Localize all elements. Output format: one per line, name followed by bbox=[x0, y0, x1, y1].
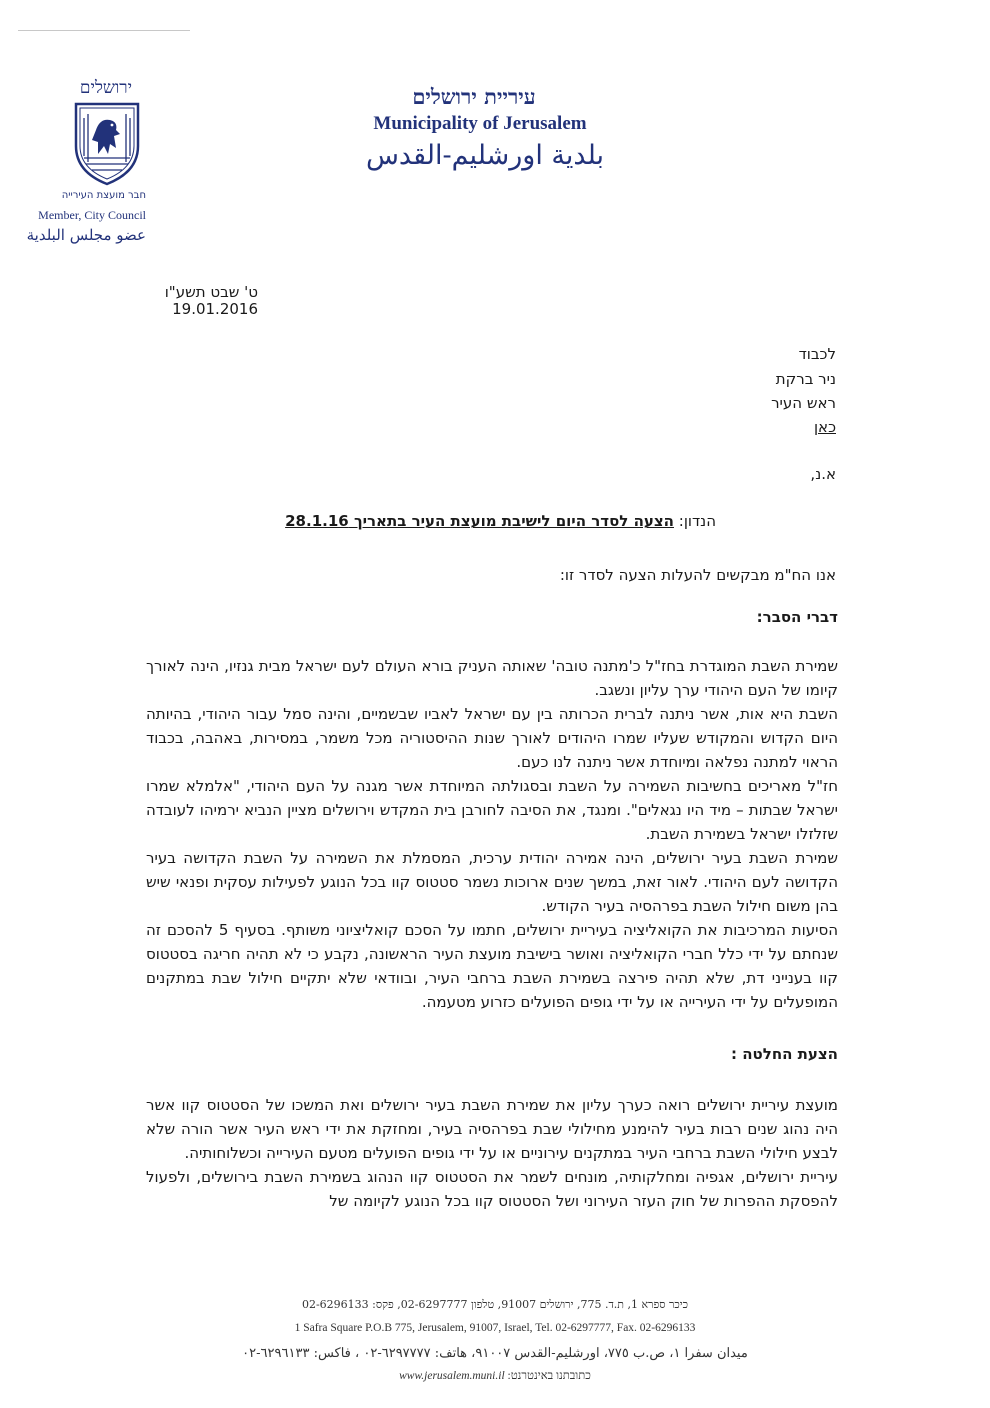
explanation-paragraph: שמירת השבת בעיר ירושלים, הינה אמירה יהודית ערכית, המסמלת את השמירה על השבת הקדושה בעיר הקדושה לעם היהודי. לאור זאת, במשך שנים ארוכות נשמר סטטוס קוו בכל הנוגע לפעילות עסקית ופנאי שיש בהן משום חילול השבת בפרהסיה בעיר הקודש. bbox=[146, 849, 838, 915]
subject-label: הנדון: bbox=[678, 512, 716, 530]
website-label: כתובתנו באינטרנט: bbox=[507, 1370, 591, 1382]
proposal-heading: הצעת החלטה : bbox=[731, 1045, 838, 1063]
subject-line bbox=[200, 512, 716, 530]
proposal-body bbox=[146, 1093, 838, 1213]
explanation-paragraph: השבת היא אות, אשר ניתנה לברית הכרותה בין עם ישראל לאביו שבשמיים, והינה סמל עבור היהודי, בהיותה היום הקדוש והמקודש שעליו שמרו היהודים לאורך שנות ההיסטוריה מכל משמר, במסירות, באהבה, בכבוד הראוי למתנה נפלאה ומיוחדת אשר ניתנה לנו כעם. bbox=[146, 705, 838, 771]
explanation-heading: דברי הסבר: bbox=[756, 608, 838, 626]
addressee-title: ראש העיר bbox=[771, 394, 836, 412]
explanation-paragraph: הסיעות המרכיבות את הקואליציה בעיריית ירושלים, חתמו על הסכם קואליציוני משותף. בסעיף 5 להסכם זה שנחתם על ידי כלל חברי הקואליציה ואושר בישיבת מועצת העיר הראשונה, נקבע כי לא תהיה חריגה בסטטוס קוו בענייני דת, שלא תהיה פירצה בשמירת השבת ברחבי העיר, ובוודאי שלא יתקיים חילול שבת במתקנים המופעלים על ידי העירייה או על ידי גופים הפועלים כזרוע מטעמה. bbox=[146, 921, 838, 1011]
scan-top-line bbox=[18, 30, 190, 31]
explanation-body bbox=[146, 654, 838, 1014]
member-label-arabic: عضو مجلس البلدية bbox=[26, 226, 146, 244]
addressee-name: ניר ברקת bbox=[775, 370, 836, 388]
footer-address-arabic: ميدان سفرا ١، ص.ب ٧٧٥، اورشليم-القدس ٩١٠٠٧، هاتف: ٦٢٩٧٧٧٧-٠٢ ، فاكس: ٦٢٩٦١٣٣-٠٢ bbox=[242, 1346, 748, 1361]
municipality-title-arabic: بلدية اورشليم-القدس bbox=[365, 140, 605, 171]
proposal-paragraph: עיריית ירושלים, אגפיה ומחלקותיה, מונחים לשמר את הסטטוס קוו הנהוג בשמירת השבת בירושלים, ולפעול להפסקת ההפרות של חוק העזר העירוני ושל הסטטוס קוו בכל הנוגע לקיומה של bbox=[146, 1168, 838, 1210]
intro-text: אנו הח"מ מבקשים להעלות הצעה לסדר זו: bbox=[559, 566, 836, 584]
addressee-location: כאן bbox=[813, 418, 836, 436]
subject-text: הצעה לסדר היום לישיבת מועצת העיר בתאריך 28.1.16 bbox=[285, 512, 674, 530]
website-link[interactable]: www.jerusalem.muni.il bbox=[399, 1370, 505, 1382]
footer-website-line bbox=[0, 1370, 990, 1382]
member-label-english: Member, City Council bbox=[38, 208, 146, 222]
greeting: א.נ, bbox=[810, 465, 836, 483]
explanation-paragraph: חז"ל מאריכים בחשיבות השמירה על השבת ובסגולתה המיוחדת אשר מגנה על העם היהודי, "אלמלא שמרו ישראל שבתות – מיד היו נגאלים". ומנגד, את הסיבה לחורבן בית המקדש וירושלים מציין הנביא ירמיהו לעובדה שזלזלו ישראל בשמירת השבת. bbox=[146, 777, 838, 843]
addressee-salutation: לכבוד bbox=[798, 345, 836, 363]
member-label-hebrew: חבר מועצת העירייה bbox=[61, 190, 146, 201]
municipality-title-english: Municipality of Jerusalem bbox=[373, 113, 587, 134]
municipality-title-hebrew: עיריית ירושלים bbox=[412, 84, 536, 109]
jerusalem-emblem-icon bbox=[70, 100, 144, 186]
footer-address-english: 1 Safra Square P.O.B 775, Jerusalem, 91007, Israel, Tel. 02-6297777, Fax. 02-6296133 bbox=[294, 1322, 696, 1334]
date-gregorian: 19.01.2016 bbox=[172, 300, 258, 318]
emblem-title: ירושלים bbox=[79, 78, 133, 98]
proposal-paragraph: מועצת עיריית ירושלים רואה כערך עליון את שמירת השבת בעיר ירושלים ואת המשכו של הסטטוס קוו אשר היה נהוג שנים רבות בעיר להימנע מחילולי שבת בפרהסיה בעיר, ומחזקת את ידי ראש העיר אשר הורה שלא לבצע חילולי השבת ברחבי העיר במתקנים עירוניים או על ידי גופים הפועלים מטעם העירייה וכשלוחותיה. bbox=[146, 1096, 838, 1162]
footer-address-hebrew: כיכר ספרא 1, ת.ד. 775, ירושלים 91007, טלפון 02-6297777, פקס: 02-6296133 bbox=[301, 1298, 689, 1311]
date-hebrew: ט' שבט תשע"ו bbox=[164, 283, 258, 301]
explanation-paragraph: שמירת השבת המוגדרת בחז"ל כ'מתנה טובה' שאותה העניק בורא העולם לעם ישראל מבית גנזיו, הינה לאורך קיומו של העם היהודי ערך עליון ונשגב. bbox=[146, 657, 838, 699]
